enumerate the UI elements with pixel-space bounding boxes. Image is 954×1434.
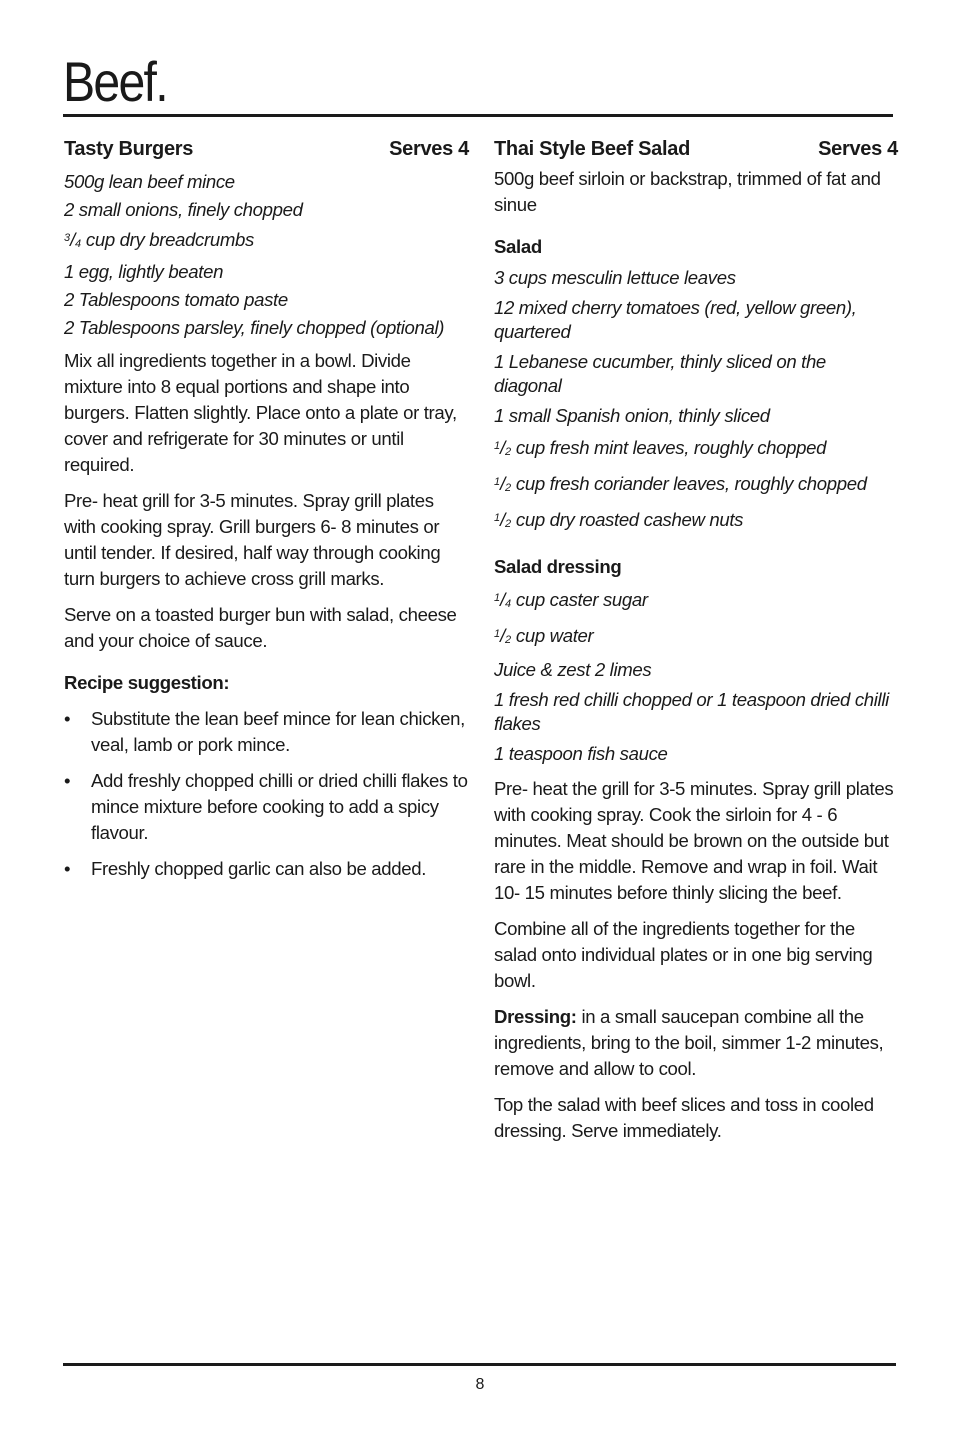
dressing-ingredient-list: [494, 586, 898, 766]
ingredient-item: 1 fresh red chilli chopped or 1 teaspoon dried chilli flakes: [494, 689, 889, 734]
ingredient-item: $^1$/2 cup fresh mint leaves, roughly chopped: [494, 437, 827, 458]
serves-label: Serves 4: [389, 138, 469, 160]
ingredient-item: 500g lean beef mince: [64, 171, 235, 192]
ingredient-item: $^1$/2 cup dry roasted cashew nuts: [494, 509, 744, 530]
ingredient-item: $^3$/4 cup dry breadcrumbs: [64, 229, 254, 250]
ingredient-item: 1 egg, lightly beaten: [64, 261, 224, 282]
ingredient-item: 1 small Spanish onion, thinly sliced: [494, 405, 770, 426]
salad-dressing-heading: Salad dressing: [494, 556, 622, 577]
tasty-burgers-recipe: [64, 134, 469, 892]
thai-beef-salad-recipe: [494, 134, 898, 1154]
ingredient-item: 3 cups mesculin lettuce leaves: [494, 267, 736, 288]
ingredient-item: 12 mixed cherry tomatoes (red, yellow green), quartered: [494, 297, 857, 342]
page-title: Beef.: [63, 50, 167, 113]
ingredient-item: $^1$/4 cup caster sugar: [494, 589, 648, 610]
title-divider: [63, 114, 893, 117]
recipe-header: [494, 134, 898, 164]
ingredient-item: 2 Tablespoons parsley, finely chopped (optional): [64, 317, 445, 338]
recipe-title: Thai Style Beef Salad: [494, 138, 690, 160]
method-paragraph: Mix all ingredients together in a bowl. Divide mixture into 8 equal portions and shape into burgers. Flatten slightly. Place onto a plate or tray, cover and refrigerate for 30 minutes or until required.: [64, 350, 457, 475]
bullet-icon: •: [64, 858, 71, 879]
dressing-label: Dressing:: [494, 1006, 577, 1027]
recipe-suggestion-heading: Recipe suggestion:: [64, 672, 230, 693]
recipe-title: Tasty Burgers: [64, 138, 194, 160]
page-number: 8: [475, 1376, 485, 1393]
method-paragraph: Serve on a toasted burger bun with salad, cheese and your choice of sauce.: [64, 604, 457, 651]
ingredient-item: Juice & zest 2 limes: [494, 659, 652, 680]
suggestion-list: [64, 706, 469, 882]
method-paragraph: Combine all of the ingredients together for the salad onto individual plates or in one big serving bowl.: [494, 918, 873, 991]
method-paragraph: Pre- heat the grill for 3-5 minutes. Spray grill plates with cooking spray. Cook the sirloin for 4 - 6 minutes. Meat should be brown on the outside but rare in the middle. Remove and wrap in foil. Wait 10- 15 minutes before thinly slicing the beef.: [494, 778, 894, 903]
main-ingredient: 500g beef sirloin or backstrap, trimmed of fat and sinue: [494, 168, 881, 215]
ingredient-item: $^1$/2 cup water: [494, 625, 594, 646]
salad-ingredient-list: [494, 266, 898, 536]
dressing-method: Dressing: in a small saucepan combine all the ingredients, bring to the boil, simmer 1-2 minutes, remove and allow to cool.: [494, 1006, 884, 1079]
suggestion-item: • Substitute the lean beef mince for lean chicken, veal, lamb or pork mince.: [64, 708, 465, 755]
ingredient-item: $^1$/2 cup fresh coriander leaves, roughly chopped: [494, 473, 867, 494]
bullet-icon: •: [64, 770, 71, 791]
ingredient-item: 1 teaspoon fish sauce: [494, 743, 668, 764]
final-step: Top the salad with beef slices and toss in cooled dressing. Serve immediately.: [494, 1094, 874, 1141]
salad-heading: Salad: [494, 236, 542, 257]
recipe-header: [64, 134, 469, 164]
suggestion-item: • Freshly chopped garlic can also be added.: [64, 856, 469, 882]
ingredient-item: 2 small onions, finely chopped: [64, 199, 303, 220]
method-paragraph: Pre- heat grill for 3-5 minutes. Spray grill plates with cooking spray. Grill burgers 6- 8 minutes or until tender. If desired, half way through cooking turn burgers to achieve cross grill marks.: [64, 490, 441, 589]
ingredient-item: 2 Tablespoons tomato paste: [64, 289, 288, 310]
suggestion-item: • Add freshly chopped chilli or dried chilli flakes to mince mixture before cooking to add a spicy flavour.: [64, 770, 468, 843]
bullet-icon: •: [64, 708, 71, 729]
ingredient-item: 1 Lebanese cucumber, thinly sliced on the diagonal: [494, 351, 826, 396]
ingredient-list: [64, 170, 469, 340]
footer-divider: [63, 1363, 896, 1366]
serves-label: Serves 4: [818, 138, 898, 160]
